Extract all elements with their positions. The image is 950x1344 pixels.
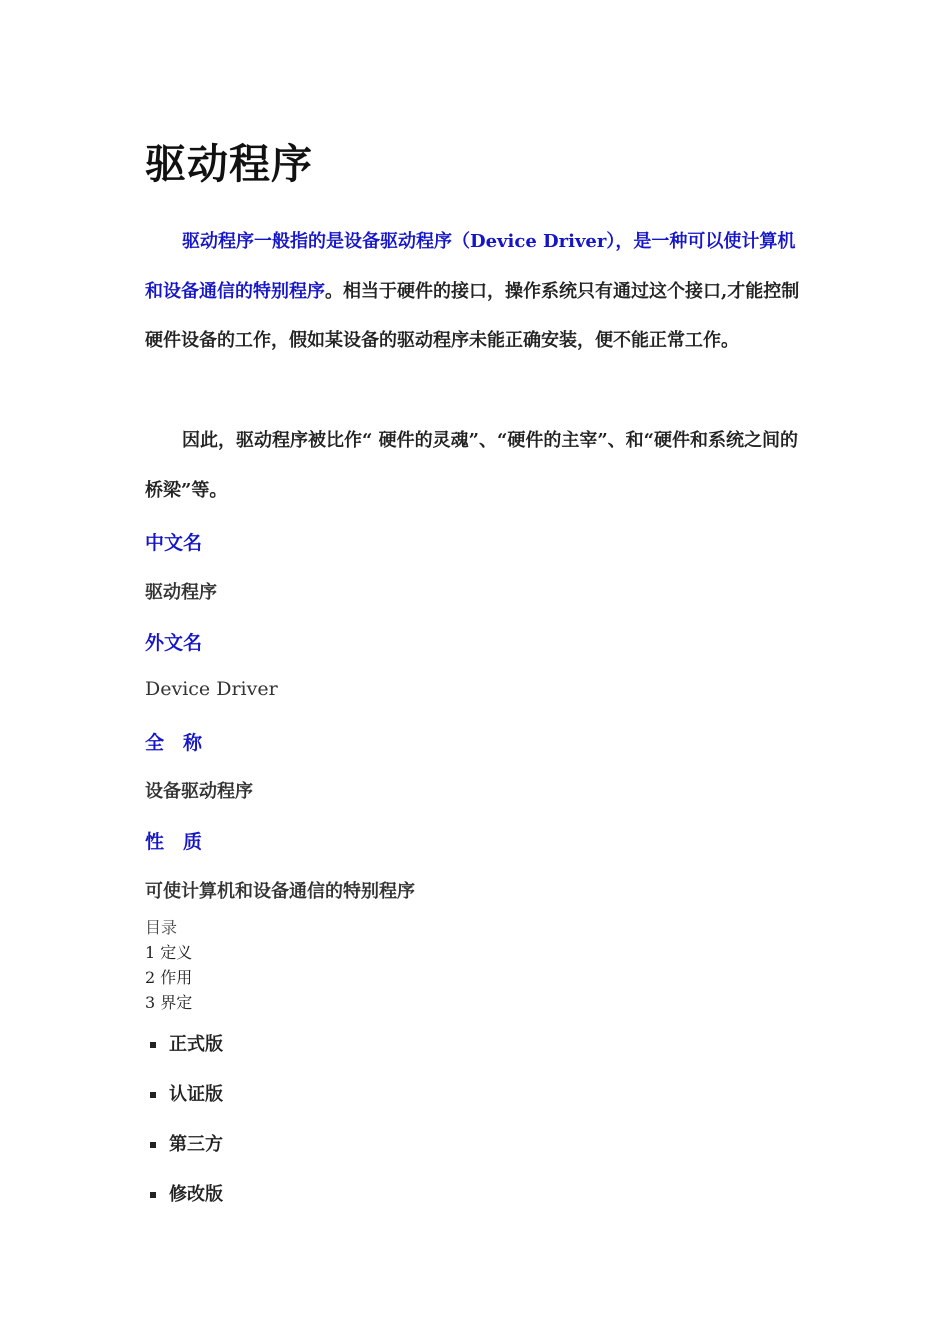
toc-item-function[interactable]: 2 作用 xyxy=(145,968,193,987)
toc-title: 目录 xyxy=(145,918,178,937)
intro-paragraph xyxy=(145,217,805,366)
version-label: 正式版 xyxy=(169,1034,223,1055)
page-title: 驱动程序 xyxy=(145,140,313,188)
toc-list xyxy=(145,940,192,1015)
field-label-foreign-name: 外文名 xyxy=(145,632,203,654)
field-label-chinese-name: 中文名 xyxy=(145,532,203,554)
field-label-nature: 性 质 xyxy=(145,831,203,853)
intro-text: 。相当于硬件的接口，操作系统只有通过这个接口,才能控制硬件设备的工作，假如某设备的驱动程序未能正确安装，便不能正常工作。 xyxy=(145,280,800,352)
version-label: 修改版 xyxy=(169,1184,223,1205)
bullet-icon xyxy=(150,1192,156,1198)
field-label-full-name: 全 称 xyxy=(145,732,203,754)
version-list xyxy=(150,1020,223,1220)
version-label: 第三方 xyxy=(169,1134,223,1155)
field-value-full-name: 设备驱动程序 xyxy=(145,781,253,802)
field-value-nature: 可使计算机和设备通信的特别程序 xyxy=(145,881,415,902)
bullet-icon xyxy=(150,1092,156,1098)
intro-definition-link[interactable]: 驱动程序一般指的是设备驱动程序（Device Driver），是一种可以使计算机和设备通信的特别程序 xyxy=(145,231,796,302)
list-item xyxy=(150,1120,223,1170)
list-item xyxy=(150,1020,223,1070)
toc-item-scope[interactable]: 3 界定 xyxy=(145,993,193,1012)
analogy-paragraph: 因此，驱动程序被比作“ 硬件的灵魂”、“硬件的主宰”、和“硬件和系统之间的桥梁”等。 xyxy=(145,430,799,501)
field-value-chinese-name: 驱动程序 xyxy=(145,582,217,603)
bullet-icon xyxy=(150,1042,156,1048)
bullet-icon xyxy=(150,1142,156,1148)
list-item xyxy=(150,1070,223,1120)
toc-item-definition[interactable]: 1 定义 xyxy=(145,943,193,962)
field-value-foreign-name: Device Driver xyxy=(145,678,278,700)
list-item xyxy=(150,1170,223,1220)
version-label: 认证版 xyxy=(169,1084,223,1105)
